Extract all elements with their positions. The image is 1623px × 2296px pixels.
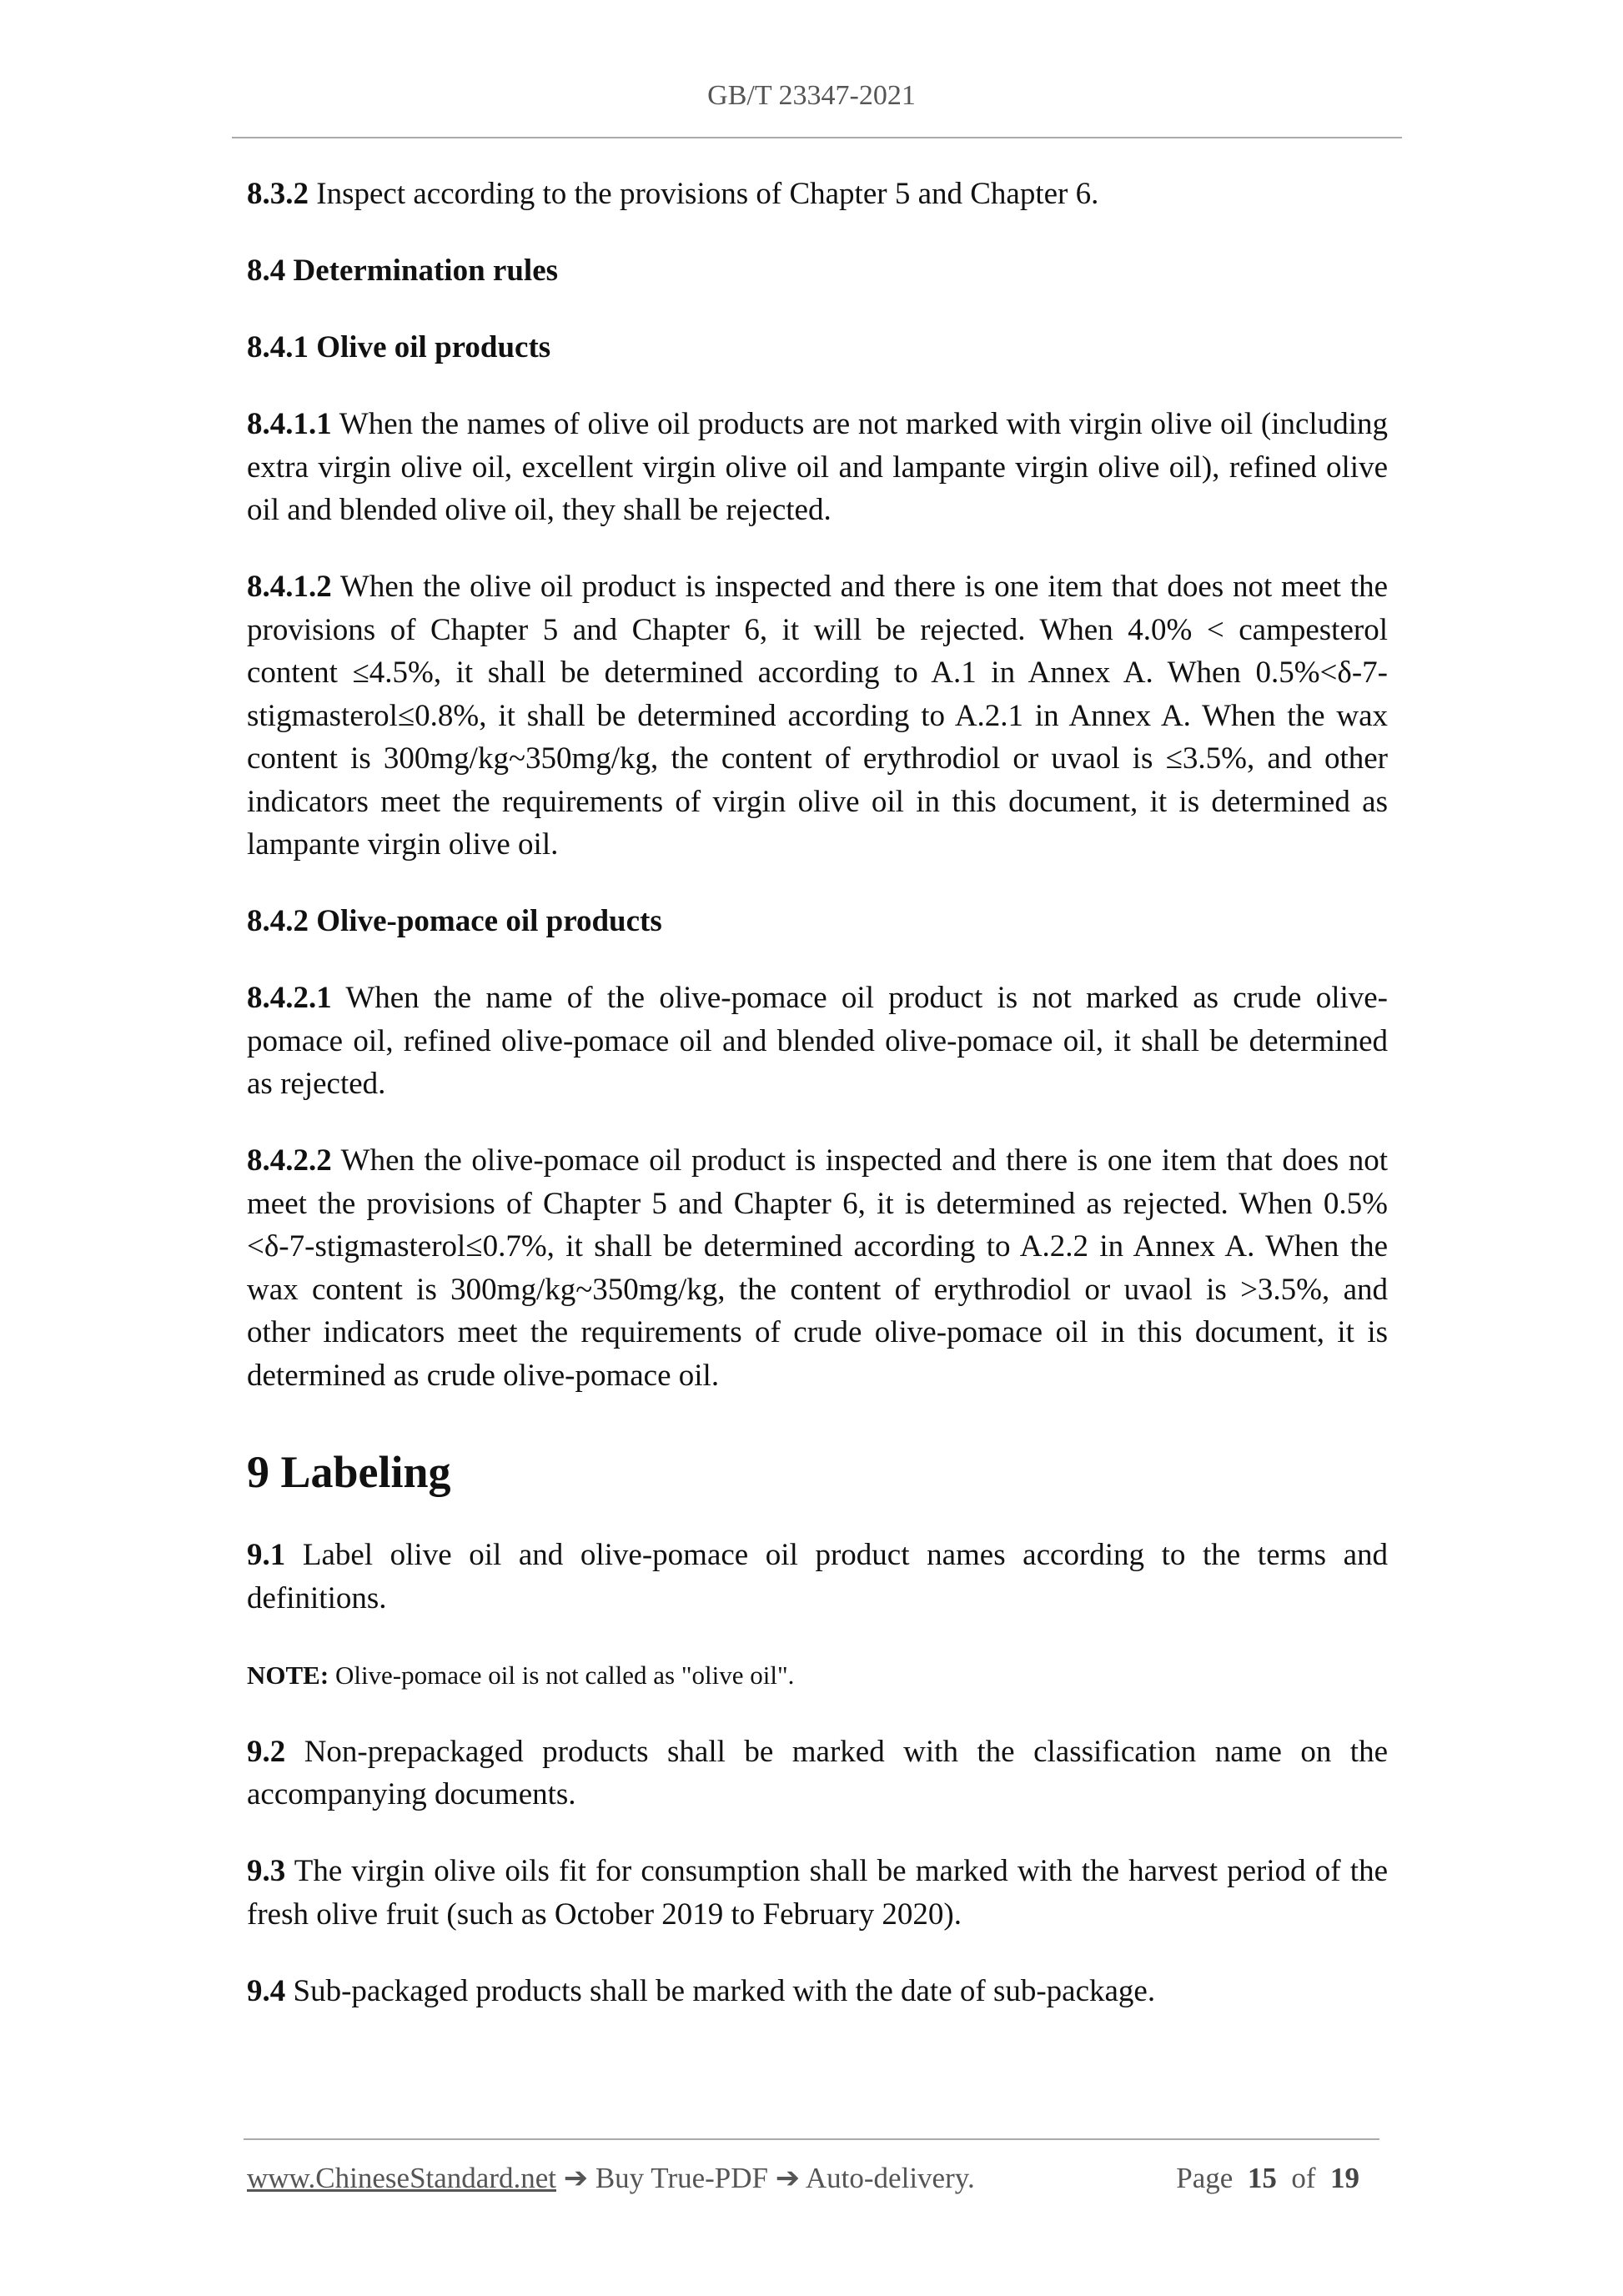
- note-text: Olive-pomace oil is not called as "olive oil".: [329, 1660, 795, 1690]
- clause-number: 9.3: [247, 1854, 286, 1888]
- page-footer: [247, 2162, 1379, 2195]
- clause-9-1: [247, 1534, 1388, 1620]
- footer-divider: [244, 2138, 1379, 2140]
- clause-9-4: [247, 1970, 1388, 2013]
- clause-number: 8.4.2.2: [247, 1143, 332, 1178]
- note: [247, 1654, 1388, 1697]
- footer-promo: [247, 2162, 975, 2195]
- total-pages: 19: [1330, 2162, 1359, 2194]
- clause-text: Sub-packaged products shall be marked with the date of sub-package.: [285, 1973, 1156, 2008]
- clause-text: When the name of the olive-pomace oil product is not marked as crude olive-pomace oil, refined olive-pomace oil and blended olive-pomace oil, it shall be determined as rejected.: [247, 981, 1388, 1101]
- buy-text: Buy True-PDF: [595, 2162, 768, 2194]
- arrow-icon: ➔: [556, 2162, 595, 2194]
- clause-number: 8.4.2.1: [247, 981, 332, 1015]
- clause-9-2: [247, 1731, 1388, 1816]
- clause-number: 8.4.1.2: [247, 570, 332, 604]
- clause-text: Non-prepackaged products shall be marked with the classification name on the accompanying documents.: [247, 1734, 1388, 1811]
- delivery-text: Auto-delivery.: [805, 2162, 975, 2194]
- clause-8-4-1-2: [247, 565, 1388, 867]
- page-label: Page: [1176, 2162, 1234, 2194]
- header-divider: [232, 137, 1402, 138]
- clause-number: 9.1: [247, 1538, 286, 1572]
- clause-text: The virgin olive oils fit for consumption shall be marked with the harvest period of the fresh olive fruit (such as October 2019 to February 2020).: [247, 1854, 1388, 1932]
- section-heading: 8.4.1 Olive oil products: [247, 330, 551, 364]
- clause-number: 8.3.2: [247, 177, 309, 211]
- clause-8-4-1-1: [247, 403, 1388, 532]
- chapter-9-title: 9 Labeling: [247, 1447, 451, 1497]
- clause-text: When the olive-pomace oil product is inspected and there is one item that does not meet the provisions of Chapter 5 and Chapter 6, it is determined as rejected. When 0.5%<δ-7-stigmasterol≤0.7%, it shall be determined according to A.2.2 in Annex A. When the wax content is 300mg/kg~350mg/kg, the content of erythrodiol or uvaol is >3.5%, and other indicators meet the requirements of crude olive-pomace oil in this document, it is determined as crude olive-pomace oil.: [247, 1143, 1388, 1393]
- clause-text: When the names of olive oil products are not marked with virgin olive oil (including extra virgin olive oil, excellent virgin olive oil and lampante virgin olive oil), refined olive oil and blended olive oil, they shall be rejected.: [247, 407, 1388, 527]
- clause-8-4-2-1: [247, 977, 1388, 1106]
- clause-8-3-2: [247, 173, 1388, 216]
- section-heading: 8.4.2 Olive-pomace oil products: [247, 904, 662, 938]
- clause-number: 9.4: [247, 1973, 286, 2008]
- clause-text: When the olive oil product is inspected and there is one item that does not meet the provisions of Chapter 5 and Chapter 6, it will be rejected. When 4.0% < campesterol content ≤4.5%, it shall be determined according to A.1 in Annex A. When 0.5%<δ-7-stigmasterol≤0.8%, it shall be determined according to A.2.1 in Annex A. When the wax content is 300mg/kg~350mg/kg, the content of erythrodiol or uvaol is ≤3.5%, and other indicators meet the requirements of virgin olive oil in this document, it is determined as lampante virgin olive oil.: [247, 570, 1388, 862]
- heading-8-4-1: [247, 326, 1388, 369]
- document-body: [247, 173, 1388, 2047]
- heading-8-4: [247, 249, 1388, 293]
- website-link[interactable]: www.ChineseStandard.net: [247, 2162, 556, 2194]
- arrow-icon: ➔: [768, 2162, 806, 2194]
- clause-text: Inspect according to the provisions of Chapter 5 and Chapter 6.: [309, 177, 1099, 211]
- clause-number: 8.4.1.1: [247, 407, 332, 441]
- section-heading: 8.4 Determination rules: [247, 254, 559, 288]
- heading-8-4-2: [247, 900, 1388, 943]
- clause-number: 9.2: [247, 1734, 286, 1769]
- page-number: [1176, 2162, 1359, 2195]
- clause-9-3: [247, 1850, 1388, 1936]
- clause-8-4-2-2: [247, 1139, 1388, 1397]
- note-label: NOTE:: [247, 1660, 329, 1690]
- current-page: 15: [1247, 2162, 1277, 2194]
- document-id-header: GB/T 23347-2021: [707, 80, 916, 111]
- of-label: of: [1291, 2162, 1316, 2194]
- clause-text: Label olive oil and olive-pomace oil product names according to the terms and definitions.: [247, 1538, 1388, 1615]
